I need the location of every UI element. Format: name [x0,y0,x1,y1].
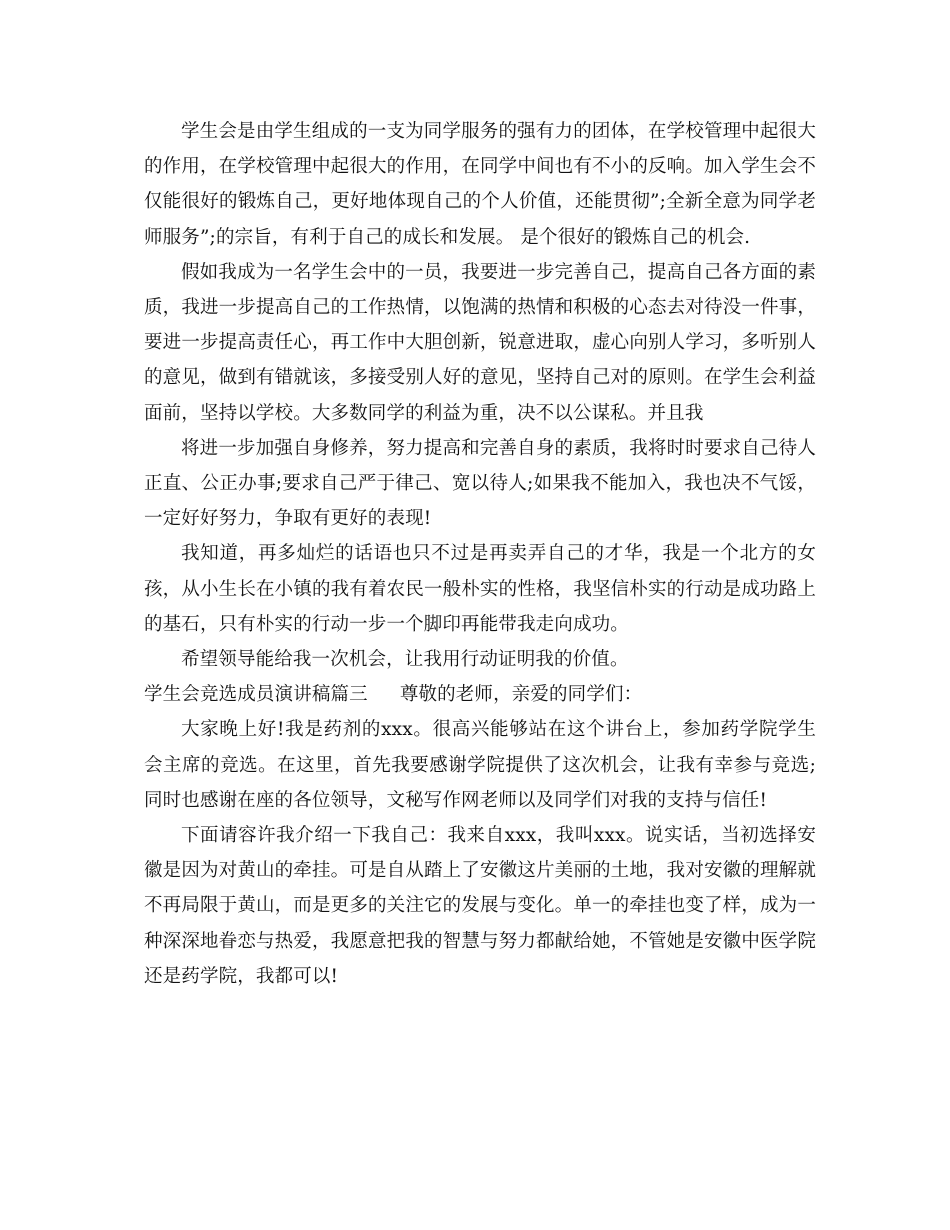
paragraph-3: 将进一步加强自身修养，努力提高和完善自身的素质，我将时时要求自己待人正直、公正办事;要求自己严于律己、宽以待人;如果我不能加入，我也决不气馁，一定好好努力，争取有更好的表现! [144,437,816,530]
paragraph-5: 希望领导能给我一次机会，让我用行动证明我的价值。 [181,649,629,671]
paragraph-2: 假如我成为一名学生会中的一员，我要进一步完善自己，提高自己各方面的素质，我进一步提高自己的工作热情，以饱满的热情和积极的心态去对待没一件事，要进一步提高责任心，再工作中大胆创新，锐意进取，虚心向别人学习，多听别人的意见，做到有错就该，多接受别人好的意见，坚持自己对的原则。在学生会利益面前，坚持以学校。大多数同学的利益为重，决不以公谋私。并且我 [144,261,816,424]
paragraph-6: 大家晚上好!我是药剂的xxx。很高兴能够站在这个讲台上，参加药学院学生会主席的竞选。在这里，首先我要感谢学院提供了这次机会，让我有幸参与竞选;同时也感谢在座的各位领导，文秘写作网老师以及同学们对我的支持与信任! [144,719,816,811]
section-title: 学生会竞选成员演讲稿篇三 [144,684,368,706]
section-heading-line [144,677,816,712]
salutation: 尊敬的老师，亲爱的同学们： [399,684,643,706]
paragraph-1: 学生会是由学生组成的一支为同学服务的强有力的团体，在学校管理中起很大的作用，在学校管理中起很大的作用，在同学中间也有不小的反响。加入学生会不仅能很好的锻炼自己，更好地体现自己的个人价值，还能贯彻”;全新全意为同学老师服务”;的宗旨，有利于自己的成长和发展。 是个很好的锻炼自己的机会. [144,121,816,248]
paragraph-7: 下面请容许我介绍一下我自己：我来自xxx，我叫xxx。说实话，当初选择安徽是因为对黄山的牵挂。可是自从踏上了安徽这片美丽的土地，我对安徽的理解就不再局限于黄山，而是更多的关注它的发展与变化。单一的牵挂也变了样，成为一种深深地眷恋与热爱，我愿意把我的智慧与努力都献给她，不管她是安徽中医学院还是药学院，我都可以! [144,825,816,987]
document-body [144,114,816,994]
paragraph-4: 我知道，再多灿烂的话语也只不过是再卖弄自己的才华，我是一个北方的女孩，从小生长在小镇的我有着农民一般朴实的性格，我坚信朴实的行动是成功路上的基石，只有朴实的行动一步一个脚印再能带我走向成功。 [144,543,816,635]
